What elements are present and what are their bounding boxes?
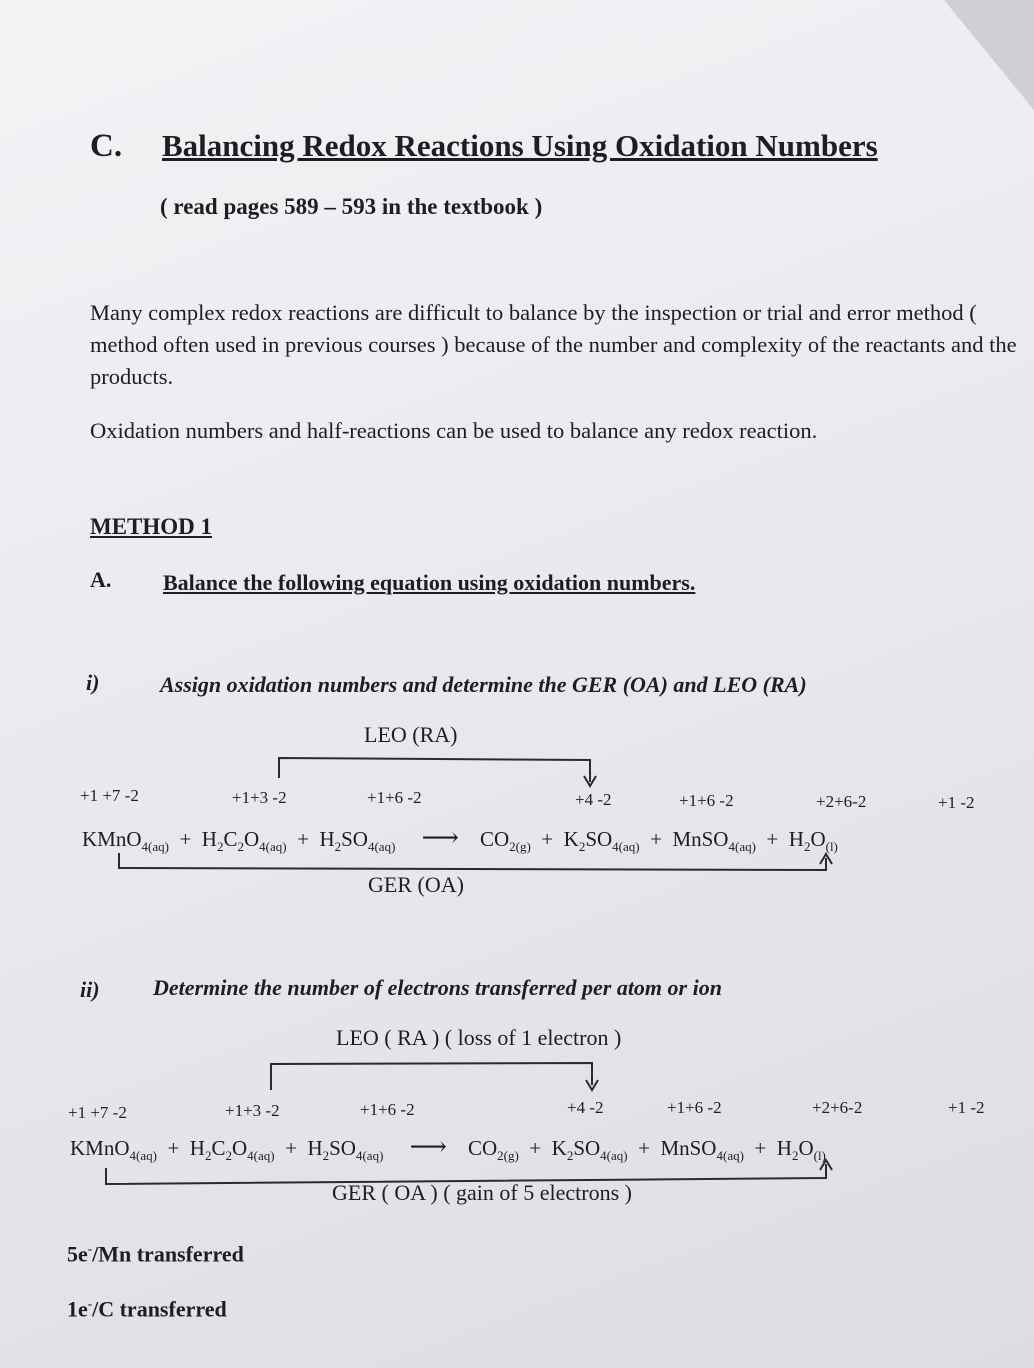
species-h2o: $H_2O_{(l)}$ (776, 1136, 826, 1164)
method-heading: METHOD 1 (90, 514, 213, 539)
ox-h2c2o4-ii: +1+3 -2 (225, 1101, 280, 1120)
species-kmno4: KMnO$_{4(aq)}$ (82, 827, 169, 855)
ox-k2so4: +1+6 -2 (679, 791, 734, 810)
ox-mnso4: +2+6-2 (816, 792, 867, 811)
ger-bracket-step-ii (106, 1164, 826, 1184)
leo-label-step-i: LEO (RA) (364, 722, 458, 747)
summary-c: 1e-/C transferred (67, 1296, 227, 1322)
ger-label-step-i: GER (OA) (368, 872, 464, 897)
step-i-label: i) (86, 670, 100, 695)
equation-step-ii: KMnO$_{4(aq)}$ + $H_2C_2O_{4(aq)} + H_2SO_{4(aq)}$ ⟶ $CO_{2(g)} + K_2SO_{4(aq)}$ + MnSO$_{4(aq)}$ + $H_2O_{(l)}$ (70, 1132, 826, 1164)
leo-label-step-ii: LEO ( RA ) ( loss of 1 electron ) (336, 1025, 622, 1050)
species-h2so4: $H_2SO_{4(aq)}$ (307, 1136, 384, 1164)
reaction-arrow: ⟶ (421, 823, 459, 852)
section-letter: C. (90, 128, 123, 164)
ox-co2-ii: +4 -2 (567, 1098, 604, 1117)
equation-step-i: KMnO$_{4(aq)}$ + $H_2C_2O_{4(aq)} + H_2SO_{4(aq)}$ ⟶ $CO_{2(g)} + K_2SO_{4(aq)}$ + MnSO$_{4(aq)}$ + $H_2O_{(l)}$ (82, 823, 838, 855)
ox-h2so4: +1+6 -2 (367, 788, 422, 807)
leo-bracket-step-ii (271, 1063, 592, 1090)
ger-label-step-ii: GER ( OA ) ( gain of 5 electrons ) (332, 1180, 632, 1205)
part-label: A. (90, 567, 112, 592)
species-mnso4: MnSO$_{4(aq)}$ (660, 1136, 744, 1164)
ox-h2o: +1 -2 (938, 793, 975, 812)
part-instruction: Balance the following equation using oxidation numbers. (163, 570, 696, 595)
species-mnso4: MnSO$_{4(aq)}$ (672, 827, 756, 855)
species-h2c2o4: $H_2C_2O_{4(aq)}$ (189, 1136, 275, 1164)
reading-note: ( read pages 589 – 593 in the textbook ) (160, 194, 543, 219)
ger-bracket-step-i (119, 853, 826, 870)
species-h2c2o4: $H_2C_2O_{4(aq)}$ (201, 827, 287, 855)
step-ii-instruction: Determine the number of electrons transferred per atom or ion (153, 975, 722, 1000)
ox-mnso4-ii: +2+6-2 (812, 1098, 863, 1117)
ox-co2: +4 -2 (575, 790, 612, 809)
method-paragraph: Oxidation numbers and half-reactions can be used to balance any redox reaction. (90, 418, 818, 443)
ox-h2so4-ii: +1+6 -2 (360, 1100, 415, 1119)
ox-k2so4-ii: +1+6 -2 (667, 1098, 722, 1117)
ox-h2c2o4: +1+3 -2 (232, 788, 287, 807)
species-co2: $CO_{2(g)}$ (479, 827, 531, 855)
section-title: Balancing Redox Reactions Using Oxidation Numbers (162, 128, 878, 163)
ox-h2o-ii: +1 -2 (948, 1098, 985, 1117)
species-k2so4: $K_2SO_{4(aq)}$ (551, 1136, 628, 1164)
leo-bracket-step-i (279, 758, 590, 782)
ox-kmno4: +1 +7 -2 (80, 786, 139, 805)
species-kmno4: KMnO$_{4(aq)}$ (70, 1136, 157, 1164)
intro-paragraph: Many complex redox reactions are difficult to balance by the inspection or trial and error method ( method often used in previous courses ) because of the number and complexity of the reactants and the products. (90, 300, 1017, 389)
summary-mn: 5e-/Mn transferred (67, 1241, 244, 1267)
step-ii-label: ii) (80, 977, 100, 1002)
species-co2: $CO_{2(g)}$ (467, 1136, 519, 1164)
reaction-arrow: ⟶ (409, 1132, 447, 1161)
species-k2so4: $K_2SO_{4(aq)}$ (563, 827, 640, 855)
step-i-instruction: Assign oxidation numbers and determine the GER (OA) and LEO (RA) (160, 672, 807, 697)
species-h2so4: $H_2SO_{4(aq)}$ (319, 827, 396, 855)
species-h2o: $H_2O_{(l)}$ (788, 827, 838, 855)
ox-kmno4-ii: +1 +7 -2 (68, 1103, 127, 1122)
